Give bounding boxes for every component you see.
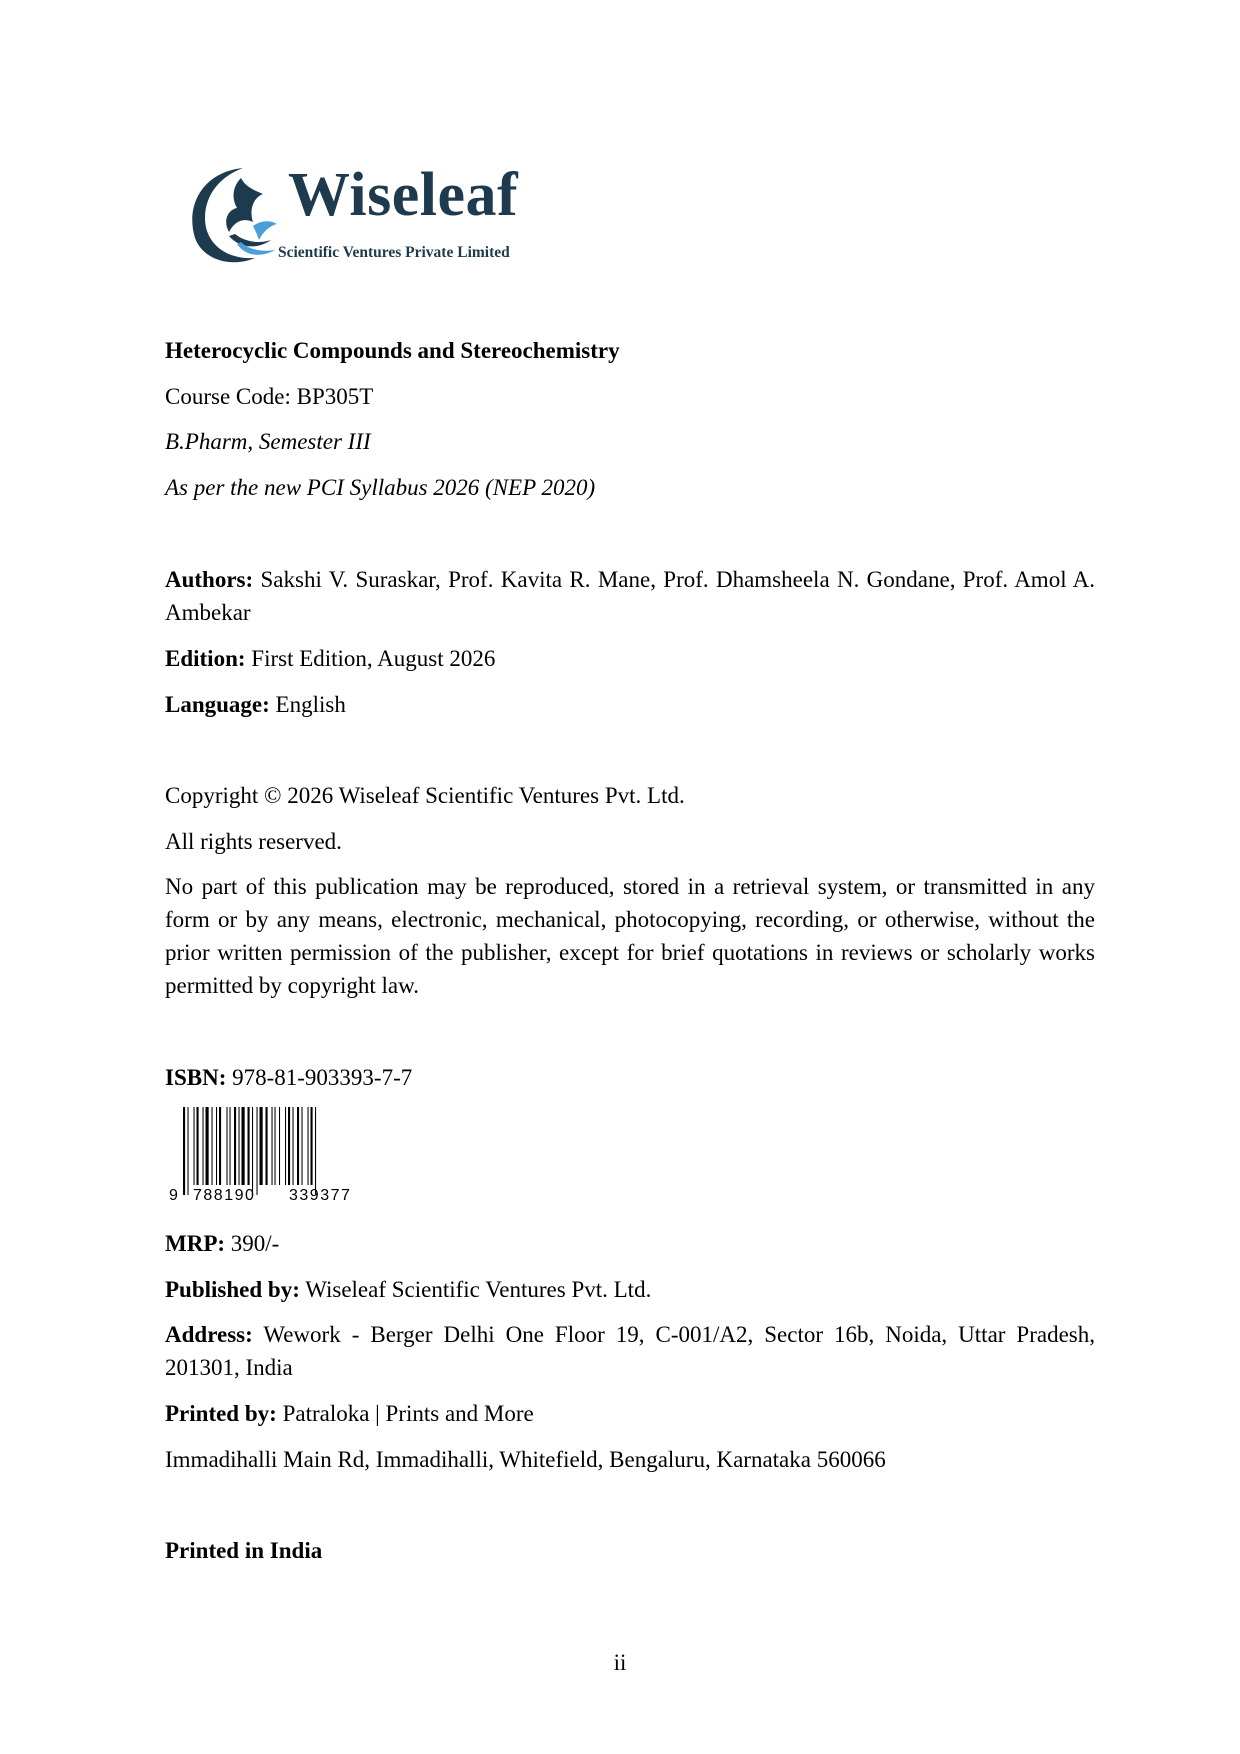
- mrp-value: 390/-: [230, 1231, 280, 1256]
- printed-in: Printed in India: [165, 1538, 323, 1563]
- barcode-bar: [248, 1107, 250, 1185]
- address-label: Address:: [165, 1322, 253, 1347]
- barcode-bar: [297, 1107, 299, 1185]
- barcode-bar: [311, 1107, 313, 1185]
- barcode-bar: [206, 1107, 209, 1185]
- barcode-bar: [285, 1107, 286, 1185]
- barcode-bar: [216, 1107, 217, 1185]
- publisher-label: Published by:: [165, 1277, 300, 1302]
- language-label: Language:: [165, 692, 270, 717]
- barcode-bar: [266, 1107, 268, 1185]
- barcode-bar: [308, 1107, 309, 1185]
- program-semester: B.Pharm, Semester III: [165, 429, 371, 454]
- edition-value: First Edition, August 2026: [251, 646, 496, 671]
- language-value: English: [275, 692, 346, 717]
- barcode-bar: [315, 1107, 316, 1195]
- barcode-bar: [183, 1107, 185, 1195]
- barcode-bar: [227, 1107, 228, 1185]
- barcode-bar: [242, 1107, 245, 1185]
- authors-label: Authors:: [165, 567, 254, 592]
- barcode-bar: [257, 1107, 258, 1195]
- barcode-bar: [188, 1107, 189, 1195]
- edition-label: Edition:: [165, 646, 246, 671]
- authors-value: Sakshi V. Suraskar, Prof. Kavita R. Mane, Prof. Dhamsheela N. Gondane, Prof. Amol A. Ambekar: [165, 567, 1095, 625]
- barcode-bar: [219, 1107, 221, 1185]
- isbn-value: 978-81-903393-7-7: [232, 1065, 413, 1090]
- isbn-barcode: [165, 1105, 395, 1205]
- publisher-value: Wiseleaf Scientific Ventures Pvt. Ltd.: [305, 1277, 652, 1302]
- rights-reserved: All rights reserved.: [165, 829, 342, 854]
- mrp-label: MRP:: [165, 1231, 226, 1256]
- printer-line: [165, 1397, 1095, 1430]
- barcode-bar: [234, 1107, 236, 1185]
- logo-tagline: Scientific Ventures Private Limited: [278, 244, 510, 261]
- barcode-bar: [203, 1107, 204, 1185]
- language-line: [165, 688, 1095, 721]
- isbn-line: [165, 1061, 1095, 1094]
- copyright-notice: Copyright © 2026 Wiseleaf Scientific Ventures Pvt. Ltd.: [165, 783, 685, 808]
- barcode-bar: [260, 1107, 263, 1185]
- publisher-line: [165, 1273, 1095, 1306]
- printer-value: Patraloka | Prints and More: [282, 1401, 534, 1426]
- barcode-bars: [183, 1107, 316, 1195]
- barcode-bar: [252, 1107, 253, 1195]
- address-line: [165, 1318, 1095, 1384]
- barcode-bar: [272, 1107, 273, 1185]
- printer-label: Printed by:: [165, 1401, 277, 1426]
- wiseleaf-logo-icon: [183, 160, 283, 270]
- printer-address: Immadihalli Main Rd, Immadihalli, Whitefield, Bengaluru, Karnataka 560066: [165, 1447, 886, 1472]
- barcode-bar: [197, 1107, 199, 1185]
- barcode-bar: [288, 1107, 290, 1185]
- authors-line: [165, 563, 1095, 629]
- barcode-bar: [302, 1107, 303, 1185]
- copyright-statement: No part of this publication may be reproduced, stored in a retrieval system, or transmitted in any form or by any means, electronic, mechanical, photocopying, recording, or otherwise, without the prior written permission of the publisher, except for brief quotations in reviews or scholarly works permitted by copyright law.: [165, 874, 1095, 998]
- barcode-digits-left: 788190: [193, 1187, 256, 1204]
- publisher-logo: [183, 160, 543, 270]
- barcode-bar: [239, 1107, 240, 1185]
- barcode-bar: [212, 1107, 213, 1185]
- barcode-bar: [275, 1107, 276, 1185]
- edition-line: [165, 642, 1095, 675]
- address-value: Wework - Berger Delhi One Floor 19, C-001/A2, Sector 16b, Noida, Uttar Pradesh, 201301, India: [165, 1322, 1096, 1380]
- book-title: Heterocyclic Compounds and Stereochemistry: [165, 338, 620, 363]
- barcode-bar: [279, 1107, 280, 1185]
- isbn-label: ISBN:: [165, 1065, 227, 1090]
- logo-wordmark: Wiseleaf: [288, 161, 519, 229]
- barcode-digits-right: 339377: [289, 1187, 352, 1204]
- syllabus-note: As per the new PCI Syllabus 2026 (NEP 2020): [165, 475, 596, 500]
- barcode-bar: [194, 1107, 195, 1185]
- barcode-bar: [293, 1107, 294, 1185]
- barcode-digit-lead: 9: [169, 1187, 178, 1204]
- page-number: ii: [613, 1650, 627, 1675]
- mrp-line: [165, 1227, 1095, 1260]
- barcode-bar: [230, 1107, 231, 1185]
- course-code: Course Code: BP305T: [165, 384, 374, 409]
